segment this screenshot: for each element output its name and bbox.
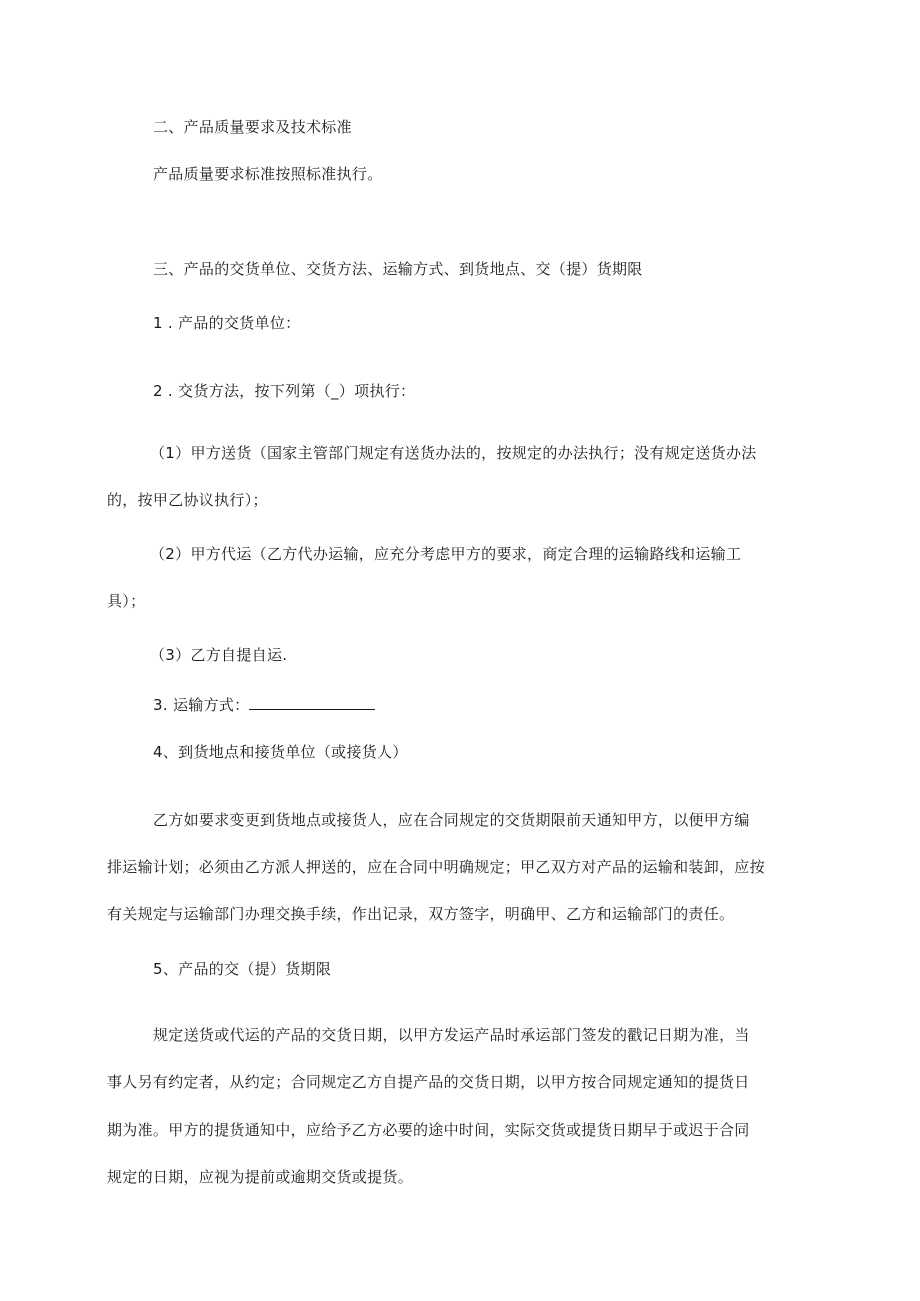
para-5-line-3: 期为准。甲方的提货通知中，应给予乙方必要的途中时间，实际交货或提货日期早于或迟于合同 [107, 1121, 750, 1139]
item-5-heading: 5、产品的交（提）货期限 [153, 960, 332, 978]
para-5-line-1: 规定送货或代运的产品的交货日期，以甲方发运产品时承运部门签发的戳记日期为准，当 [153, 1026, 750, 1044]
item-4-heading: 4、到货地点和接货单位（或接货人） [153, 743, 408, 761]
section-3-heading: 三、产品的交货单位、交货方法、运输方式、到货地点、交（提）货期限 [153, 260, 643, 278]
option-2-line-2: 具）； [107, 592, 146, 610]
option-3: （3）乙方自提自运. [150, 646, 288, 664]
para-4-line-3: 有关规定与运输部门办理交换手续，作出记录，双方签字，明确甲、乙方和运输部门的责任。 [107, 905, 735, 923]
transport-method-blank [249, 695, 375, 710]
item-3-transport-method [153, 695, 375, 715]
para-4-line-2: 排运输计划；必须由乙方派人押送的，应在合同中明确规定；甲乙双方对产品的运输和装卸，应按 [107, 858, 765, 876]
para-5-line-2: 事人另有约定者，从约定；合同规定乙方自提产品的交货日期，以甲方按合同规定通知的提货日 [107, 1073, 750, 1091]
item-2-delivery-method: 2 . 交货方法，按下列第（_）项执行： [153, 382, 416, 400]
option-1-line-1: （1）甲方送货（国家主管部门规定有送货办法的，按规定的办法执行；没有规定送货办法 [150, 444, 757, 462]
section-2-heading: 二、产品质量要求及技术标准 [153, 118, 352, 136]
option-2-line-1: （2）甲方代运（乙方代办运输，应充分考虑甲方的要求，商定合理的运输路线和运输工 [150, 545, 742, 563]
section-2-body: 产品质量要求标准按照标准执行。 [153, 165, 383, 183]
option-1-line-2: 的，按甲乙协议执行）； [107, 491, 268, 509]
item-3-label: 3. 运输方式： [153, 696, 250, 714]
para-5-line-4: 规定的日期，应视为提前或逾期交货或提货。 [107, 1168, 414, 1186]
para-4-line-1: 乙方如要求变更到货地点或接货人，应在合同规定的交货期限前天通知甲方，以便甲方编 [153, 811, 750, 829]
item-1-delivery-unit: 1 . 产品的交货单位： [153, 314, 301, 332]
